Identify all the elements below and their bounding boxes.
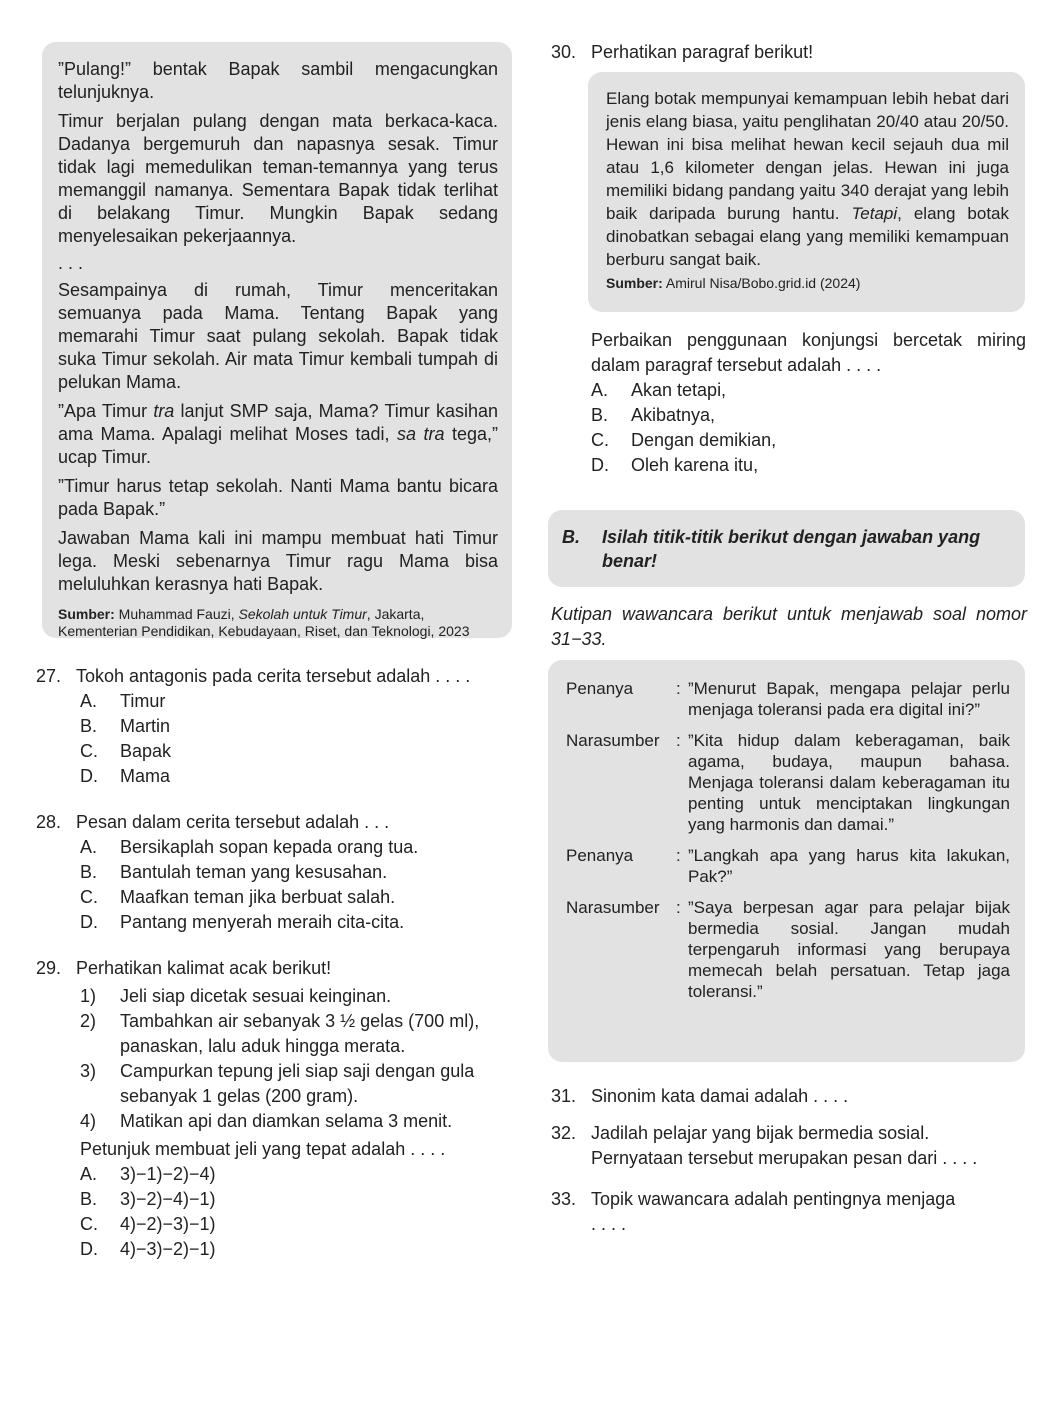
question-30-prompt: Perbaikan penggunaan konjungsi bercetak miring dalam paragraf tersebut adalah . . . . [591, 330, 1026, 375]
interview-row: Penanya : ”Langkah apa yang harus kita lakukan, Pak?” [566, 846, 1010, 886]
option-30c[interactable]: C. Dengan demikian, [591, 430, 777, 450]
option-30a[interactable]: A. Akan tetapi, [591, 380, 727, 400]
interview-intro: Kutipan wawancara berikut untuk menjawab soal nomor 31−33. [551, 604, 1027, 649]
option-28d[interactable]: D. Pantang menyerah meraih cita-cita. [80, 912, 405, 932]
question-31: 31. Sinonim kata damai adalah . . . . [551, 1086, 849, 1106]
story-paragraph-3: Sesampainya di rumah, Timur menceritakan semuanya pada Mama. Tentang Bapak yang memarahi Timur saat pulang sekolah. Bapak tidak suka Timur sekolah. Air mata Timur kembali tumpah di pelukan Mama. [58, 280, 498, 392]
section-b-title: B. Isilah titik-titik berikut dengan jawaban yang benar! [562, 527, 981, 571]
option-28c[interactable]: C. Maafkan teman jika berbuat salah. [80, 887, 396, 907]
question-29-prompt: Petunjuk membuat jeli yang tepat adalah . . . . [80, 1139, 446, 1159]
question-30: 30. Perhatikan paragraf berikut! [551, 42, 814, 62]
interview-row: Penanya : ”Menurut Bapak, mengapa pelajar perlu menjaga toleransi pada era digital ini?” [566, 679, 1010, 719]
question-28: 28. Pesan dalam cerita tersebut adalah . . . A. Bersikaplah sopan kepada orang tua. B. Bantulah teman yang kesusahan. C. Maafkan teman jika berbuat salah. D. Pantang menyerah meraih cita-cita. [36, 810, 526, 935]
story-paragraph-2: Timur berjalan pulang dengan mata berkaca-kaca. Dadanya bergemuruh dan napasnya sesak. Timur tidak lagi memedulikan teman-temannya yang terus memanggil namanya. Sementara Bapak tidak terlihat di belakang Timur. Mungkin Bapak sedang menyelesaikan pekerjaannya. [58, 111, 498, 246]
question-27: 27. Tokoh antagonis pada cerita tersebut adalah . . . . A. Timur B. Martin C. Bapak D. Mama [36, 664, 526, 789]
option-27b[interactable]: B. Martin [80, 716, 171, 736]
step-3: 3) Campurkan tepung jeli siap saji dengan gula sebanyak 1 gelas (200 gram). [80, 1061, 475, 1106]
story-ellipsis: . . . [58, 253, 84, 273]
eagle-passage: Elang botak mempunyai kemampuan lebih hebat dari jenis elang biasa, yaitu penglihatan 20/40 atau 20/50. Hewan ini bisa melihat hewan kecil sejauh dua mil atau 1,6 kilometer dengan jelas. Hewan ini juga memiliki bidang pandang yaitu 340 derajat yang lebih baik daripada burung hantu. Tetapi, elang botak dinobatkan sebagai elang yang memiliki kemampuan berburu sangat baik. Sumber: Amirul Nisa/Bobo.grid.id (2024) [606, 89, 1009, 291]
step-1: 1) Jeli siap dicetak sesuai keinginan. [80, 986, 392, 1006]
option-27c[interactable]: C. Bapak [80, 741, 172, 761]
option-29c[interactable]: C. 4)−2)−3)−1) [80, 1214, 216, 1234]
interview-row: Narasumber : ”Kita hidup dalam keberagaman, baik agama, budaya, maupun bahasa. Menjaga toleransi dalam keberagaman itu penting untuk menciptakan lingkungan yang harmonis dan damai.” [566, 731, 1010, 834]
story-text [58, 58, 498, 640]
option-28a[interactable]: A. Bersikaplah sopan kepada orang tua. [80, 837, 419, 857]
step-4: 4) Matikan api dan diamkan selama 3 menit. [80, 1111, 453, 1131]
option-29a[interactable]: A. 3)−1)−2)−4) [80, 1164, 216, 1184]
story-paragraph-4: ”Apa Timur tra lanjut SMP saja, Mama? Timur kasihan ama Mama. Apalagi melihat Moses tadi, sa tra tega,” ucap Timur. [58, 401, 499, 467]
eagle-passage-source: Sumber: Amirul Nisa/Bobo.grid.id (2024) [606, 275, 861, 291]
story-paragraph-1: ”Pulang!” bentak Bapak sambil mengacungkan telunjuknya. [58, 59, 498, 102]
story-source: Sumber: Muhammad Fauzi, Sekolah untuk Timur, Jakarta, Kementerian Pendidikan, Kebudayaan, Riset, dan Teknologi, 2023 [58, 606, 470, 639]
question-33: 33. Topik wawancara adalah pentingnya menjaga . . . . [551, 1189, 956, 1234]
option-27d[interactable]: D. Mama [80, 766, 171, 786]
question-29: 29. Perhatikan kalimat acak berikut! 1) Jeli siap dicetak sesuai keinginan. 2) Tambahkan air sebanyak 3 ½ gelas (700 ml), panaskan, lalu aduk hingga merata. 3) Campurkan tepung jeli siap saji dengan gula sebanyak 1 gelas (200 gram). 4) Matikan api dan diamkan selama 3 menit. Petunjuk membuat jeli yang tepat adalah . . . . A. 3)−1)−2)−4) B. 3)−2)−4)−1) C. 4)−2)−3)−1) D. 4)−3)−2)−1) [36, 956, 526, 1262]
option-29d[interactable]: D. 4)−3)−2)−1) [80, 1239, 216, 1259]
option-30d[interactable]: D. Oleh karena itu, [591, 455, 759, 475]
step-2: 2) Tambahkan air sebanyak 3 ½ gelas (700 ml), panaskan, lalu aduk hingga merata. [80, 1011, 480, 1056]
story-paragraph-5: ”Timur harus tetap sekolah. Nanti Mama bantu bicara pada Bapak.” [58, 476, 498, 519]
story-paragraph-6: Jawaban Mama kali ini mampu membuat hati Timur lega. Meski sebenarnya Timur ragu Mama bisa meluluhkan kerasnya hati Bapak. [58, 528, 498, 594]
option-28b[interactable]: B. Bantulah teman yang kesusahan. [80, 862, 388, 882]
question-32: 32. Jadilah pelajar yang bijak bermedia sosial. Pernyataan tersebut merupakan pesan dari . . . . [551, 1123, 978, 1168]
option-29b[interactable]: B. 3)−2)−4)−1) [80, 1189, 216, 1209]
option-27a[interactable]: A. Timur [80, 691, 166, 711]
interview-row: Narasumber : ”Saya berpesan agar para pelajar bijak bermedia sosial. Jangan mudah terpengaruh informasi yang berupaya memecah belah persatuan. Tetap jaga toleransi.” [566, 898, 1010, 1001]
question-30-body [591, 328, 1026, 478]
interview-transcript [566, 678, 1010, 1002]
option-30b[interactable]: B. Akibatnya, [591, 405, 716, 425]
